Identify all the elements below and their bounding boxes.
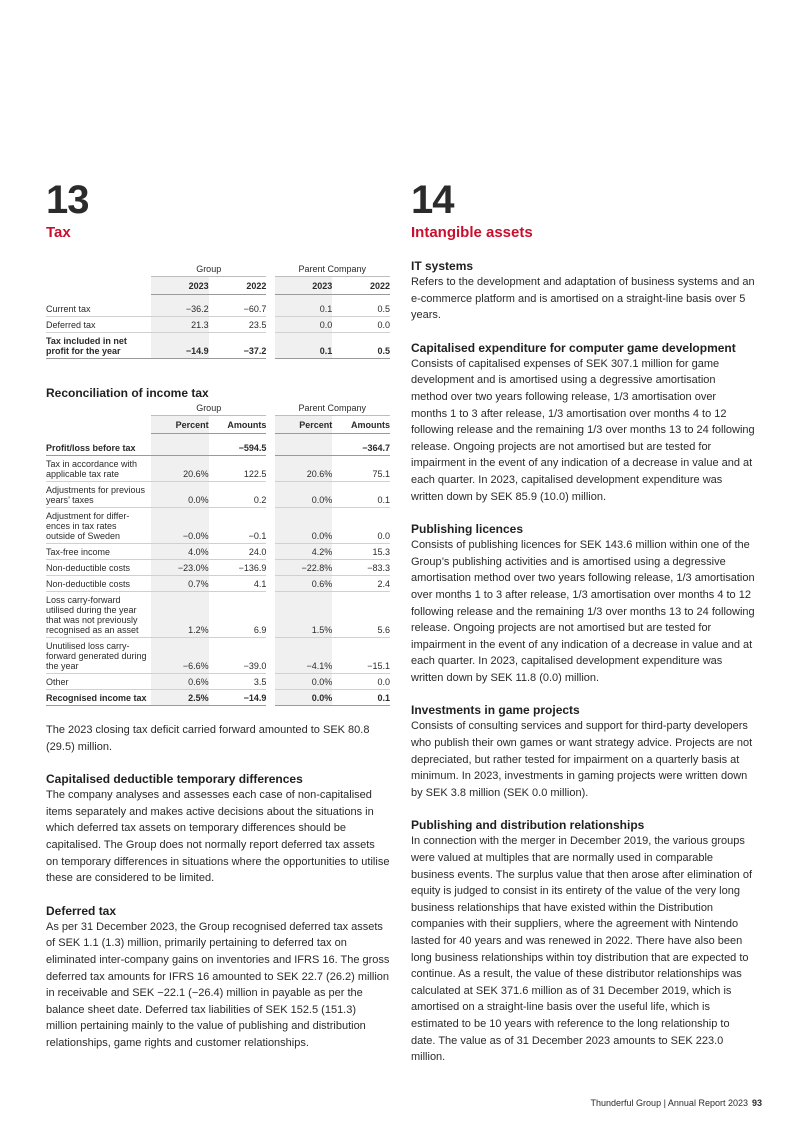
cell-value: 0.5 bbox=[332, 333, 390, 359]
row-label: Other bbox=[46, 674, 151, 690]
cell-value: 122.5 bbox=[209, 456, 267, 482]
section-publishing-licences bbox=[411, 521, 755, 686]
cell-value: 0.0% bbox=[275, 508, 333, 544]
col-header: Percent bbox=[275, 416, 333, 434]
deferred-tax-heading: Deferred tax bbox=[46, 903, 117, 918]
cell-value: −60.7 bbox=[209, 301, 267, 317]
cell-value: 20.6% bbox=[151, 456, 209, 482]
page-number: 93 bbox=[751, 1098, 762, 1108]
table-row bbox=[46, 560, 390, 576]
table-row bbox=[46, 638, 390, 674]
cell-value: 0.0 bbox=[332, 508, 390, 544]
cell-value: −37.2 bbox=[209, 333, 267, 359]
cell-value: 2.5% bbox=[151, 690, 209, 706]
cell-value: −83.3 bbox=[332, 560, 390, 576]
table-row bbox=[46, 674, 390, 690]
cell-value bbox=[151, 440, 209, 456]
cell-value: −23.0% bbox=[151, 560, 209, 576]
cell-value: 0.1 bbox=[332, 690, 390, 706]
row-label: Recognised income tax bbox=[46, 690, 151, 706]
parent-company-header: Parent Company bbox=[275, 264, 390, 277]
cell-value: 2.4 bbox=[332, 576, 390, 592]
table-row bbox=[46, 333, 390, 359]
reconciliation-heading: Reconciliation of income tax bbox=[46, 386, 209, 400]
cell-value: 0.0% bbox=[275, 674, 333, 690]
row-label: Adjustments for previous years’ taxes bbox=[46, 482, 151, 508]
cell-value: −6.6% bbox=[151, 638, 209, 674]
cell-value: 0.1 bbox=[275, 301, 333, 317]
cell-value: 0.6% bbox=[151, 674, 209, 690]
note-title: Intangible assets bbox=[411, 224, 533, 241]
table-row bbox=[46, 508, 390, 544]
cell-value: 6.9 bbox=[209, 592, 267, 638]
col-header: 2022 bbox=[209, 277, 267, 295]
cell-value: −36.2 bbox=[151, 301, 209, 317]
section-heading: IT systems bbox=[411, 259, 474, 273]
row-label: Adjustment for differ-ences in tax rates outside of Sweden bbox=[46, 508, 151, 544]
cell-value: −136.9 bbox=[209, 560, 267, 576]
col-header: Amounts bbox=[332, 416, 390, 434]
group-header: Group bbox=[151, 264, 266, 277]
intangible-sections bbox=[411, 258, 755, 1066]
table-row bbox=[46, 690, 390, 706]
cell-value: 24.0 bbox=[209, 544, 267, 560]
cell-value: −15.1 bbox=[332, 638, 390, 674]
section-heading: Publishing and distribution relationships bbox=[411, 818, 645, 833]
note-number: 13 bbox=[46, 178, 89, 222]
recon-table-wrap bbox=[46, 403, 390, 706]
footer-text: Thunderful Group | Annual Report 2023 bbox=[590, 1098, 748, 1108]
cell-value: 21.3 bbox=[151, 317, 209, 333]
cell-value: −14.9 bbox=[209, 690, 267, 706]
cell-value: −364.7 bbox=[332, 440, 390, 456]
tax-table bbox=[46, 264, 390, 359]
row-label: Tax in accordance with applicable tax rate bbox=[46, 456, 151, 482]
cell-value: 1.2% bbox=[151, 592, 209, 638]
closing-tax-deficit-text: The 2023 closing tax deficit carried forward amounted to SEK 80.8 (29.5) million. bbox=[46, 724, 370, 753]
row-label: Tax-free income bbox=[46, 544, 151, 560]
note-number: 14 bbox=[411, 178, 454, 222]
col-header: 2023 bbox=[275, 277, 333, 295]
reconciliation-table bbox=[46, 403, 390, 706]
cell-value: 15.3 bbox=[332, 544, 390, 560]
table-row bbox=[46, 456, 390, 482]
cell-value: −0.0% bbox=[151, 508, 209, 544]
cell-value: 0.6% bbox=[275, 576, 333, 592]
capitalised-heading: Capitalised deductible temporary differences bbox=[46, 772, 303, 787]
note-14-column bbox=[411, 180, 755, 1066]
cell-value: 0.7% bbox=[151, 576, 209, 592]
table-row bbox=[46, 576, 390, 592]
cell-value: 0.0% bbox=[275, 482, 333, 508]
cell-value: 4.1 bbox=[209, 576, 267, 592]
col-header: Percent bbox=[151, 416, 209, 434]
cell-value: 0.5 bbox=[332, 301, 390, 317]
section-publishing-distribution bbox=[411, 817, 755, 1065]
section-heading: Investments in game projects bbox=[411, 703, 580, 718]
cell-value: −39.0 bbox=[209, 638, 267, 674]
deferred-tax-text: As per 31 December 2023, the Group recognised deferred tax assets of SEK 1.1 (1.3) million, primarily pertaining to deferred tax on eliminated inter-company gains on inventories and IFRS 16. The gross deferred tax amounts for IFRS 16 amounted to SEK 22.7 (26.2) million in receivable and SEK −22.1 (−26.4) million in payable as per the balance sheet date. Deferred tax liabilities of SEK 152.5 (151.3) million pertaining mainly to the value of publishing and distribution relationships, game rights and customer relationships. bbox=[46, 920, 390, 1049]
cell-value: 0.1 bbox=[275, 333, 333, 359]
cell-value: 0.2 bbox=[209, 482, 267, 508]
cell-value: 5.6 bbox=[332, 592, 390, 638]
row-label: Loss carry-forward utilised during the year that was not previously recognised as an asset bbox=[46, 592, 151, 638]
table-row bbox=[46, 482, 390, 508]
table-row bbox=[46, 440, 390, 456]
col-header: 2022 bbox=[332, 277, 390, 295]
cell-value: 0.0 bbox=[332, 674, 390, 690]
cell-value: −14.9 bbox=[151, 333, 209, 359]
section-heading: Publishing licences bbox=[411, 522, 524, 537]
row-label: Deferred tax bbox=[46, 317, 151, 333]
row-label: Unutilised loss carry-forward generated during the year bbox=[46, 638, 151, 674]
section-text: In connection with the merger in December 2019, the various groups were valued at multiples that are normally used in comparable business events. The surplus value that then arose after elimination of equity is judged to consist in its entirety of the value of the very long business relationships that have existed within the Distribution companies with their suppliers, where the agreement with Nintendo lasted for 40 years and was renewed in 2022. There have also been long business relationships within toy distribution that are expected to continue. As a result, the value of these distributor relationships was calculated at SEK 371.6 million as of 31 December 2019, which is amortised on a straight-line basis over the useful life, which is estimated to be 10 years with reference to the long relationship to date. The value as of 31 December 2023 amounts to SEK 223.0 million. bbox=[411, 835, 752, 1064]
table-row bbox=[46, 317, 390, 333]
cell-value bbox=[275, 440, 333, 456]
cell-value: 0.1 bbox=[332, 482, 390, 508]
section-capitalised-game-dev bbox=[411, 340, 755, 505]
cell-value: 3.5 bbox=[209, 674, 267, 690]
section-game-projects bbox=[411, 702, 755, 801]
capitalised-text: The company analyses and assesses each case of non-capitalised items separately and makes active decisions about the situations in which deferred tax assets on temporary differences should be capitalised. The Group does not normally report deferred tax assets on temporary differences in situations where the opportunities to utilise these are considered to be limited. bbox=[46, 789, 390, 885]
page-footer bbox=[591, 1098, 762, 1108]
row-label: Current tax bbox=[46, 301, 151, 317]
cell-value: 4.2% bbox=[275, 544, 333, 560]
table-row bbox=[46, 301, 390, 317]
cell-value: −22.8% bbox=[275, 560, 333, 576]
tax-table-wrap bbox=[46, 264, 390, 359]
cell-value: 20.6% bbox=[275, 456, 333, 482]
group-header: Group bbox=[151, 403, 266, 416]
row-label: Non-deductible costs bbox=[46, 576, 151, 592]
note-13-column bbox=[46, 180, 390, 1052]
cell-value: −594.5 bbox=[209, 440, 267, 456]
table-row bbox=[46, 592, 390, 638]
section-it-systems bbox=[411, 258, 755, 324]
col-header: 2023 bbox=[151, 277, 209, 295]
col-header: Amounts bbox=[209, 416, 267, 434]
row-label: Tax included in net profit for the year bbox=[46, 333, 151, 359]
cell-value: 0.0 bbox=[275, 317, 333, 333]
parent-company-header: Parent Company bbox=[275, 403, 390, 416]
cell-value: −0.1 bbox=[209, 508, 267, 544]
section-text: Consists of publishing licences for SEK 143.6 million within one of the Group’s publishing activities and is amortised using a degressive amortisation method over two years following release, 1/3 amortisation over months 1 to 3 after release, 1/3 amortisation over months 4 to 12 following release and the remaining 1/3 over months 13 to 24 following release. Ongoing projects are not amortised but are tested for impairment in the event of any indication of a decrease in value and at each quarter. In 2023, capitalised development expenditure was written down by SEK 11.8 (0.0) million. bbox=[411, 539, 755, 684]
row-label: Profit/loss before tax bbox=[46, 440, 151, 456]
cell-value: 1.5% bbox=[275, 592, 333, 638]
cell-value: 0.0% bbox=[275, 690, 333, 706]
section-text: Refers to the development and adaptation of business systems and an e-commerce platform and is amortised on a straight-line basis over 5 years. bbox=[411, 276, 755, 322]
section-text: Consists of consulting services and support for third-party developers who publish their own games or want strategy advice. Projects are not depreciated, but rather tested for impairment on a quarterly basis at minimum. In 2023, investments in gaming projects were written down by SEK 3.8 million (SEK 0.0 million). bbox=[411, 720, 753, 799]
cell-value: 4.0% bbox=[151, 544, 209, 560]
cell-value: 0.0 bbox=[332, 317, 390, 333]
table-row bbox=[46, 544, 390, 560]
section-text: Consists of capitalised expenses of SEK 307.1 million for game development and is amortised using a degressive amortisation method over two years following release, 1/3 amortisation over months 1 to 3 after release, 1/3 amortisation over months 4 to 12 following release and the remaining 1/3 over months 13 to 24 following release. Ongoing projects are not amortised but are tested for impairment in the event of any indication of a decrease in value and at each quarter. In 2023, capitalised development expenditure was written down by SEK 85.9 (10.0) million. bbox=[411, 357, 755, 503]
cell-value: 75.1 bbox=[332, 456, 390, 482]
cell-value: −4.1% bbox=[275, 638, 333, 674]
note-title: Tax bbox=[46, 224, 71, 241]
row-label: Non-deductible costs bbox=[46, 560, 151, 576]
section-heading: Capitalised expenditure for computer game development bbox=[411, 340, 736, 355]
cell-value: 0.0% bbox=[151, 482, 209, 508]
cell-value: 23.5 bbox=[209, 317, 267, 333]
